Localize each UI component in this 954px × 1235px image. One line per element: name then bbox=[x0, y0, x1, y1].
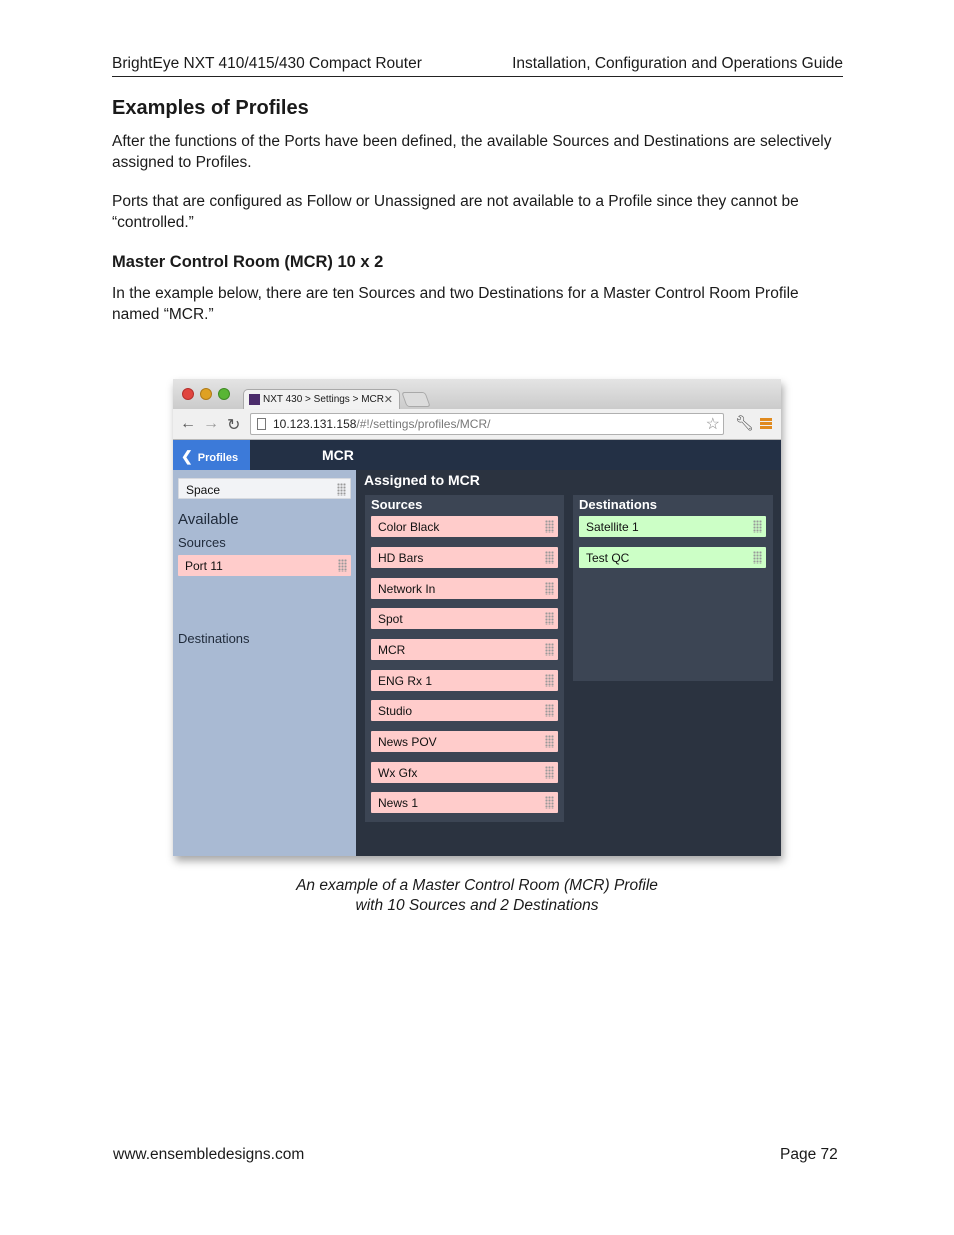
source-item[interactable] bbox=[371, 608, 558, 629]
browser-tab[interactable] bbox=[243, 389, 400, 410]
drag-handle-icon[interactable] bbox=[545, 674, 554, 687]
drag-handle-icon[interactable] bbox=[545, 796, 554, 809]
source-label: Studio bbox=[378, 704, 413, 718]
paragraph-2: Ports that are configured as Follow or Unassigned are not available to a Profile since they cannot be “controlled.” bbox=[112, 193, 799, 231]
page-icon bbox=[257, 418, 266, 430]
drag-handle-icon[interactable] bbox=[337, 483, 346, 496]
chevron-left-icon: ❮ bbox=[181, 448, 193, 464]
browser-tab-title: NXT 430 > Settings > MCR bbox=[263, 394, 384, 405]
drag-handle-icon[interactable] bbox=[545, 735, 554, 748]
bookmark-star-icon[interactable]: ☆ bbox=[705, 416, 720, 433]
assigned-sources-panel bbox=[365, 495, 564, 822]
source-label: Wx Gfx bbox=[378, 766, 418, 780]
drag-handle-icon[interactable] bbox=[545, 766, 554, 779]
destination-label: Test QC bbox=[586, 551, 630, 565]
zoom-window-icon[interactable] bbox=[218, 388, 230, 400]
source-label: ENG Rx 1 bbox=[378, 674, 433, 688]
source-label: MCR bbox=[378, 643, 406, 657]
section-title: Examples of Profiles bbox=[112, 97, 309, 119]
space-label: Space bbox=[186, 483, 221, 497]
source-label: Color Black bbox=[378, 520, 440, 534]
profile-screenshot bbox=[173, 379, 781, 856]
source-item[interactable] bbox=[371, 731, 558, 752]
drag-handle-icon[interactable] bbox=[545, 582, 554, 595]
subsection-paragraph: In the example below, there are ten Sources and two Destinations for a Master Control Room Profile named “MCR.” bbox=[112, 285, 799, 323]
source-item[interactable] bbox=[371, 762, 558, 783]
reload-icon[interactable]: ↻ bbox=[227, 417, 241, 434]
figure-caption-line-1: An example of a Master Control Room (MCR) Profile bbox=[296, 877, 658, 894]
available-source-label: Port 11 bbox=[185, 559, 223, 573]
assigned-destinations-title: Destinations bbox=[579, 497, 658, 512]
forward-arrow-icon[interactable]: → bbox=[203, 415, 219, 432]
minimize-window-icon[interactable] bbox=[200, 388, 212, 400]
wrench-icon[interactable]: 🔧︎ bbox=[735, 415, 755, 432]
available-panel bbox=[173, 470, 356, 856]
profiles-back-button[interactable] bbox=[173, 440, 250, 470]
page-header bbox=[112, 54, 843, 77]
subsection-title: Master Control Room (MCR) 10 x 2 bbox=[112, 253, 384, 271]
paragraph-1: After the functions of the Ports have been defined, the available Sources and Destinations are selectively assigned to Profiles. bbox=[112, 133, 832, 171]
source-label: HD Bars bbox=[378, 551, 424, 565]
source-label: Network In bbox=[378, 582, 436, 596]
available-destinations-heading: Destinations bbox=[178, 631, 250, 646]
source-item[interactable] bbox=[371, 639, 558, 660]
header-guide-title: Installation, Configuration and Operations Guide bbox=[512, 55, 843, 72]
footer-page-number: Page 72 bbox=[780, 1146, 838, 1163]
assigned-sources-title: Sources bbox=[371, 497, 423, 512]
app-header bbox=[173, 440, 781, 470]
url-path: /#!/settings/profiles/MCR/ bbox=[356, 417, 491, 431]
destination-item[interactable] bbox=[579, 516, 766, 537]
back-arrow-icon[interactable]: ← bbox=[180, 415, 196, 432]
assigned-destinations-panel bbox=[573, 495, 773, 681]
source-item[interactable] bbox=[371, 792, 558, 813]
source-item[interactable] bbox=[371, 578, 558, 599]
browser-tab-bar bbox=[173, 379, 781, 409]
source-label: Spot bbox=[378, 612, 403, 626]
destination-label: Satellite 1 bbox=[586, 520, 639, 534]
source-item[interactable] bbox=[371, 547, 558, 568]
address-bar[interactable] bbox=[250, 413, 724, 435]
favicon-icon bbox=[249, 394, 260, 405]
drag-handle-icon[interactable] bbox=[753, 551, 762, 564]
drag-handle-icon[interactable] bbox=[545, 612, 554, 625]
drag-handle-icon[interactable] bbox=[338, 559, 347, 572]
destination-item[interactable] bbox=[579, 547, 766, 568]
space-item[interactable] bbox=[178, 478, 351, 499]
available-source-item[interactable] bbox=[178, 555, 351, 576]
new-tab-button[interactable] bbox=[401, 392, 430, 407]
source-item[interactable] bbox=[371, 516, 558, 537]
figure-caption-line-2: with 10 Sources and 2 Destinations bbox=[355, 897, 599, 914]
source-item[interactable] bbox=[371, 700, 558, 721]
source-item[interactable] bbox=[371, 670, 558, 691]
close-tab-icon[interactable]: ✕ bbox=[383, 394, 393, 406]
footer-website: www.ensembledesigns.com bbox=[113, 1146, 305, 1163]
available-sources-heading: Sources bbox=[178, 535, 226, 550]
drag-handle-icon[interactable] bbox=[545, 551, 554, 564]
close-window-icon[interactable] bbox=[182, 388, 194, 400]
drag-handle-icon[interactable] bbox=[545, 704, 554, 717]
profile-title: MCR bbox=[322, 447, 354, 463]
drag-handle-icon[interactable] bbox=[545, 643, 554, 656]
source-label: News POV bbox=[378, 735, 437, 749]
header-product-title: BrightEye NXT 410/415/430 Compact Router bbox=[112, 55, 422, 72]
source-label: News 1 bbox=[378, 796, 419, 810]
drag-handle-icon[interactable] bbox=[753, 520, 762, 533]
back-button-label: Profiles bbox=[197, 452, 239, 464]
url-host: 10.123.131.158 bbox=[273, 417, 357, 431]
assigned-panel bbox=[356, 470, 781, 856]
menu-icon[interactable] bbox=[760, 418, 772, 429]
available-heading: Available bbox=[178, 511, 239, 528]
browser-toolbar bbox=[173, 409, 781, 440]
drag-handle-icon[interactable] bbox=[545, 520, 554, 533]
assigned-heading: Assigned to MCR bbox=[364, 472, 480, 488]
